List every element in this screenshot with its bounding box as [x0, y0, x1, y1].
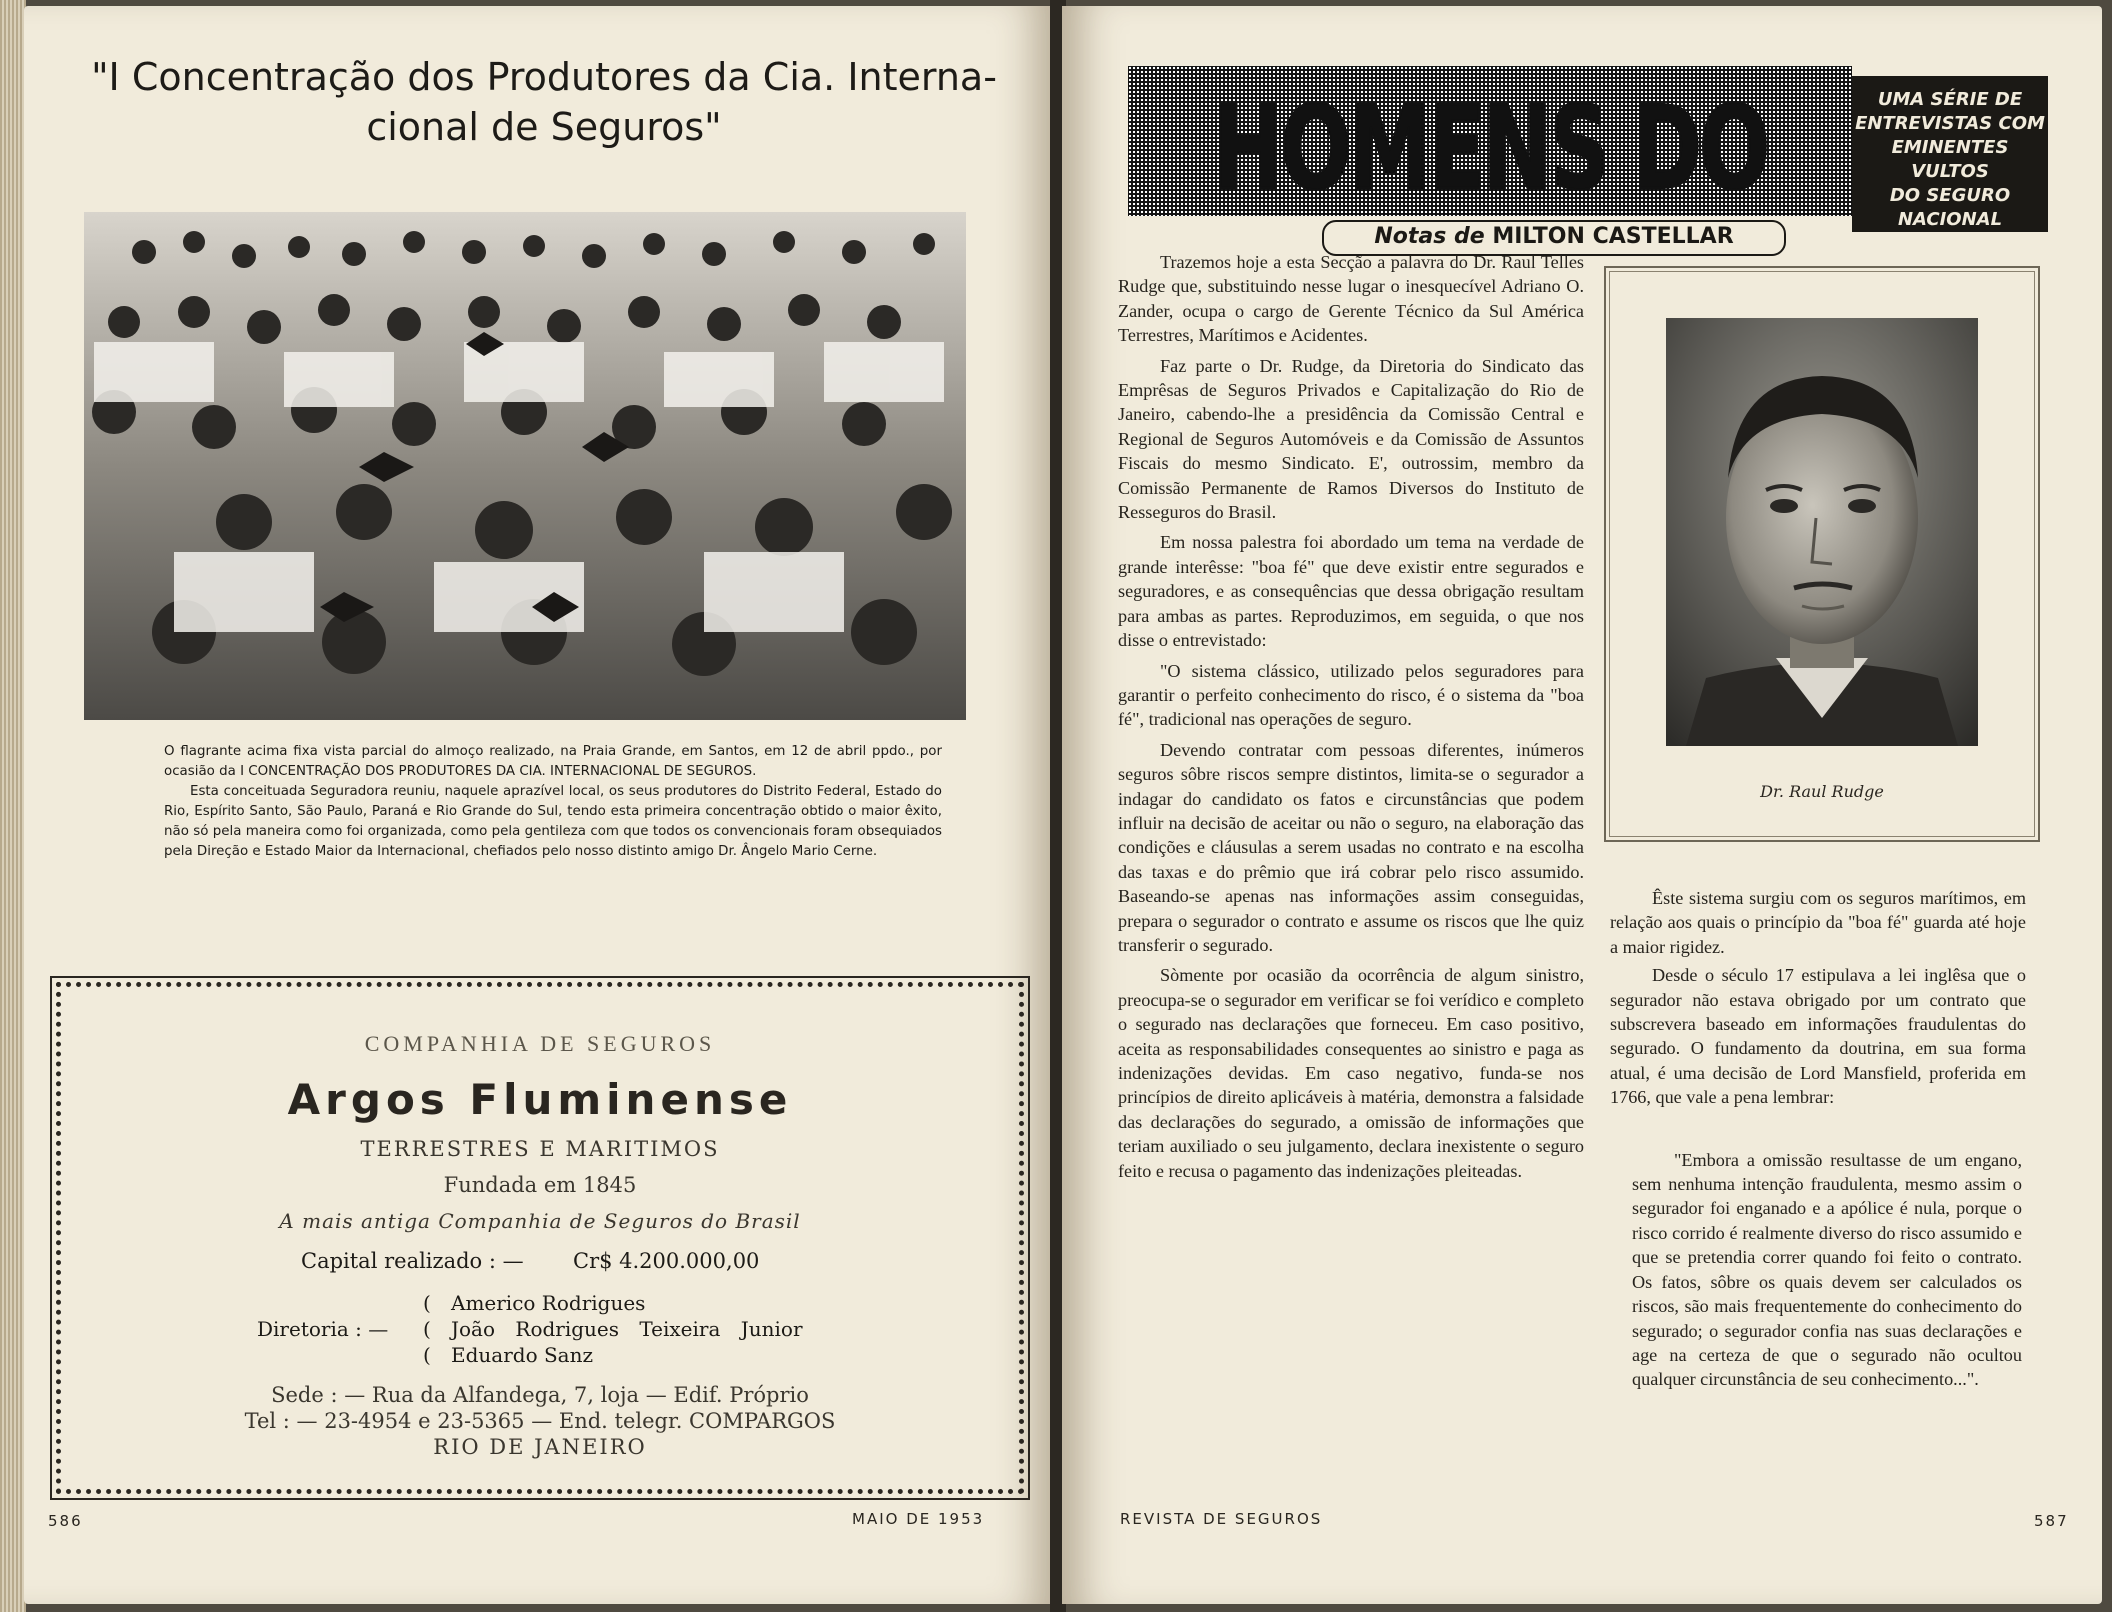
portrait-caption: Dr. Raul Rudge: [1760, 782, 1884, 801]
article-title: [64, 52, 1024, 152]
ad-capital-label: Capital realizado : —: [301, 1249, 524, 1273]
ad-business-lines: TERRESTRES E MARITIMOS: [360, 1137, 720, 1161]
section-tagline-line: UMA SÉRIE DE: [1877, 89, 2023, 110]
page-number-right: 587: [2034, 1512, 2069, 1530]
section-tagline-line: ENTREVISTAS COM: [1855, 113, 2045, 134]
photo-caption-paragraph: O flagrante acima fixa vista parcial do almoço realizado, na Praia Grande, em Santos, em 12 de abril ppdo., por ocasião da I CONCENTRAÇÃO DOS PRODUTORES DA CIA. INTERNACIONAL DE SEGUROS.: [164, 744, 942, 779]
ad-founded: Fundada em 1845: [443, 1173, 637, 1197]
ad-phone: Tel : — 23-4954 e 23-5365 — End. telegr. COMPARGOS: [244, 1409, 836, 1433]
portrait-photo: [1666, 318, 1978, 746]
section-tagline-line: NACIONAL: [1897, 209, 2003, 230]
ad-capital-value: Cr$ 4.200.000,00: [573, 1249, 760, 1273]
page-number-left: 586: [48, 1512, 83, 1530]
ad-address: Sede : — Rua da Alfandega, 7, loja — Edif. Próprio: [271, 1383, 809, 1407]
ad-company-label: COMPANHIA DE SEGUROS: [364, 1031, 716, 1056]
photo-caption-paragraph: Esta conceituada Seguradora reuniu, naquele aprazível local, os seus produtores do Distrito Federal, Estado do Rio, Espírito Santo, São Paulo, Paraná e Rio Grande do Sul, tendo esta primeira concentração obtido o maior êxito, não só pela maneira como foi organizada, como pela gentileza com que todos os convencionais foram obsequiados pela Direção e Estado Maior da Internacional, chefiados pelo nosso distinto amigo Dr. Ângelo Mario Cerne.: [164, 784, 942, 859]
article-paragraph: Devendo contratar com pessoas diferentes, inúmeros seguros sôbre riscos sempre distintos, limita-se o segurador a indagar do candidato os fatos e circunstâncias que podem influir na decisão de aceitar ou não o seguro, na elaboração das condições e cláusulas a serem usadas no contrato e na escolha das taxas e do prêmio que irá cobrar pelo risco assumido. Baseando-se apenas nas informações assim conseguidas, prepara o segurador o contrato e assume os riscos que lhe quiz transferir o segurado.: [1118, 739, 1584, 955]
article-paragraph: Desde o século 17 estipulava a lei inglêsa que o segurador não estava obrigado por um contrato que subscrevera baseado em informações fraudulentas do segurado. O fundamento da doutrina, em sua forma atual, é uma decisão de Lord Mansfield, proferida em 1766, que vale a pena lembrar:: [1610, 965, 2026, 1108]
footer-date: MAIO DE 1953: [852, 1510, 985, 1528]
left-page: [24, 6, 1054, 1604]
ad-board-member: Eduardo Sanz: [451, 1343, 594, 1367]
section-tagline-line: DO SEGURO: [1889, 185, 2011, 206]
photo-caption: [164, 742, 942, 862]
article-paragraph: Em nossa palestra foi abordado um tema na verdade de grande interêsse: "boa fé" que deve existir entre segurados e seguradores, e as consequências que dessa obrigação resultam para ambas as partes. Reproduzimos, em seguida, o que nos disse o entrevistado:: [1118, 532, 1584, 651]
article-title-line-1: "I Concentração dos Produtores da Cia. Interna-: [91, 55, 997, 99]
ad-company-name: Argos Fluminense: [287, 1075, 793, 1124]
portrait-frame: [1604, 266, 2040, 842]
book-page-edges: [0, 0, 26, 1612]
byline-author: MILTON CASTELLAR: [1492, 224, 1734, 249]
article-paragraph: Êste sistema surgiu com os seguros marítimos, em relação aos quais o princípio da "boa fé" guarda até hoje a maior rigidez.: [1610, 888, 2026, 957]
section-banner: [1128, 66, 1852, 216]
banquet-photo-image: [84, 212, 966, 720]
article-title-line-2: cional de Seguros": [366, 105, 722, 149]
section-tagline-line: EMINENTES VULTOS: [1891, 137, 2009, 182]
ad-slogan: A mais antiga Companhia de Seguros do Brasil: [279, 1209, 801, 1233]
insurance-advertisement: COMPANHIA DE SEGUROS Argos Fluminense TERRESTRES E MARITIMOS Fundada em 1845 A mais antiga Companhia de Seguros do Brasil Capital realizado : — Cr$ 4.200.000,00 ( ( ( Diretoria : — Americo Rodrigues João Rodrigues Teixeira Junior Eduardo Sanz Sede : — Rua da Alfandega, 7, loja — Edif. Próprio Tel : — 23-4954 e 23-5365 — End. telegr. COMPARGOS RIO DE JANEIRO: [56, 982, 1024, 1494]
article-column-2: [1610, 886, 2026, 1396]
ad-board-label: Diretoria : —: [257, 1317, 389, 1341]
article-paragraph: Trazemos hoje a esta Secção a palavra do Dr. Raul Telles Rudge que, substituindo nesse lugar o inesquecível Adriano O. Zander, ocupa o cargo de Gerente Técnico da Sul América Terrestres, Marítimos e Acidentes.: [1118, 252, 1584, 346]
article-column-1: [1118, 250, 1584, 1189]
section-banner-title: HOMENS DO: [1213, 80, 1767, 216]
article-paragraph: Sòmente por ocasião da ocorrência de algum sinistro, preocupa-se o segurador em verificar se foi verídico e completo o segurado nas declarações que forneceu. Em caso positivo, aceita as responsabilidades consequentes ao sinistro e paga as indenizações devidas. Em caso negativo, funda-se nos princípios de direito aplicáveis à matéria, demonstra a falsidade das declarações do segurado, a omissão de informações que teriam auxiliado o seu julgamento, declara inexistente o seguro feito e recusa o pagamento das indenizações pleiteadas.: [1118, 965, 1584, 1181]
ad-board-member: Americo Rodrigues: [451, 1291, 646, 1315]
article-paragraph: "O sistema clássico, utilizado pelos seguradores para garantir o perfeito conhecimento do risco, é o sistema da "boa fé", tradicional nas operações de seguro.: [1118, 660, 1584, 730]
portrait-image: [1666, 318, 1978, 746]
byline-prefix: Notas de: [1374, 224, 1485, 249]
ad-board-member: João Rodrigues Teixeira Junior: [451, 1317, 803, 1341]
footer-journal-title: REVISTA DE SEGUROS: [1120, 1510, 1323, 1528]
article-paragraph: Faz parte o Dr. Rudge, da Diretoria do Sindicato das Emprêsas de Seguros Privados e Capitalização do Rio de Janeiro, cabendo-lhe a presidência da Comissão Central e Regional de Seguros Automóveis e da Comissão de Assuntos Fiscais do mesmo Sindicato. E', outrossim, membro da Comissão Permanente de Ramos Diversos do Instituto de Resseguros do Brasil.: [1118, 355, 1584, 523]
section-tagline-box: [1852, 76, 2048, 232]
banquet-photo: [84, 212, 966, 720]
mansfield-quote: "Embora a omissão resultasse de um engano, sem nenhuma intenção fraudulenta, mesmo assim o segurador foi enganado e a apólice é nula, porque o risco corrido é realmente diverso do risco assumido e que se pretendia correr quando foi feito o contrato. Os fatos, sôbre os quais devem ser calculados os riscos, são mais frequentemente do conhecimento do segurado; o segurador confia nas suas declarações e age na certeza de que o segurado não ocultou qualquer circunstância de seu conhecimento...".: [1632, 1149, 2022, 1390]
ad-city: RIO DE JANEIRO: [433, 1435, 647, 1459]
right-page: [1062, 6, 2102, 1604]
